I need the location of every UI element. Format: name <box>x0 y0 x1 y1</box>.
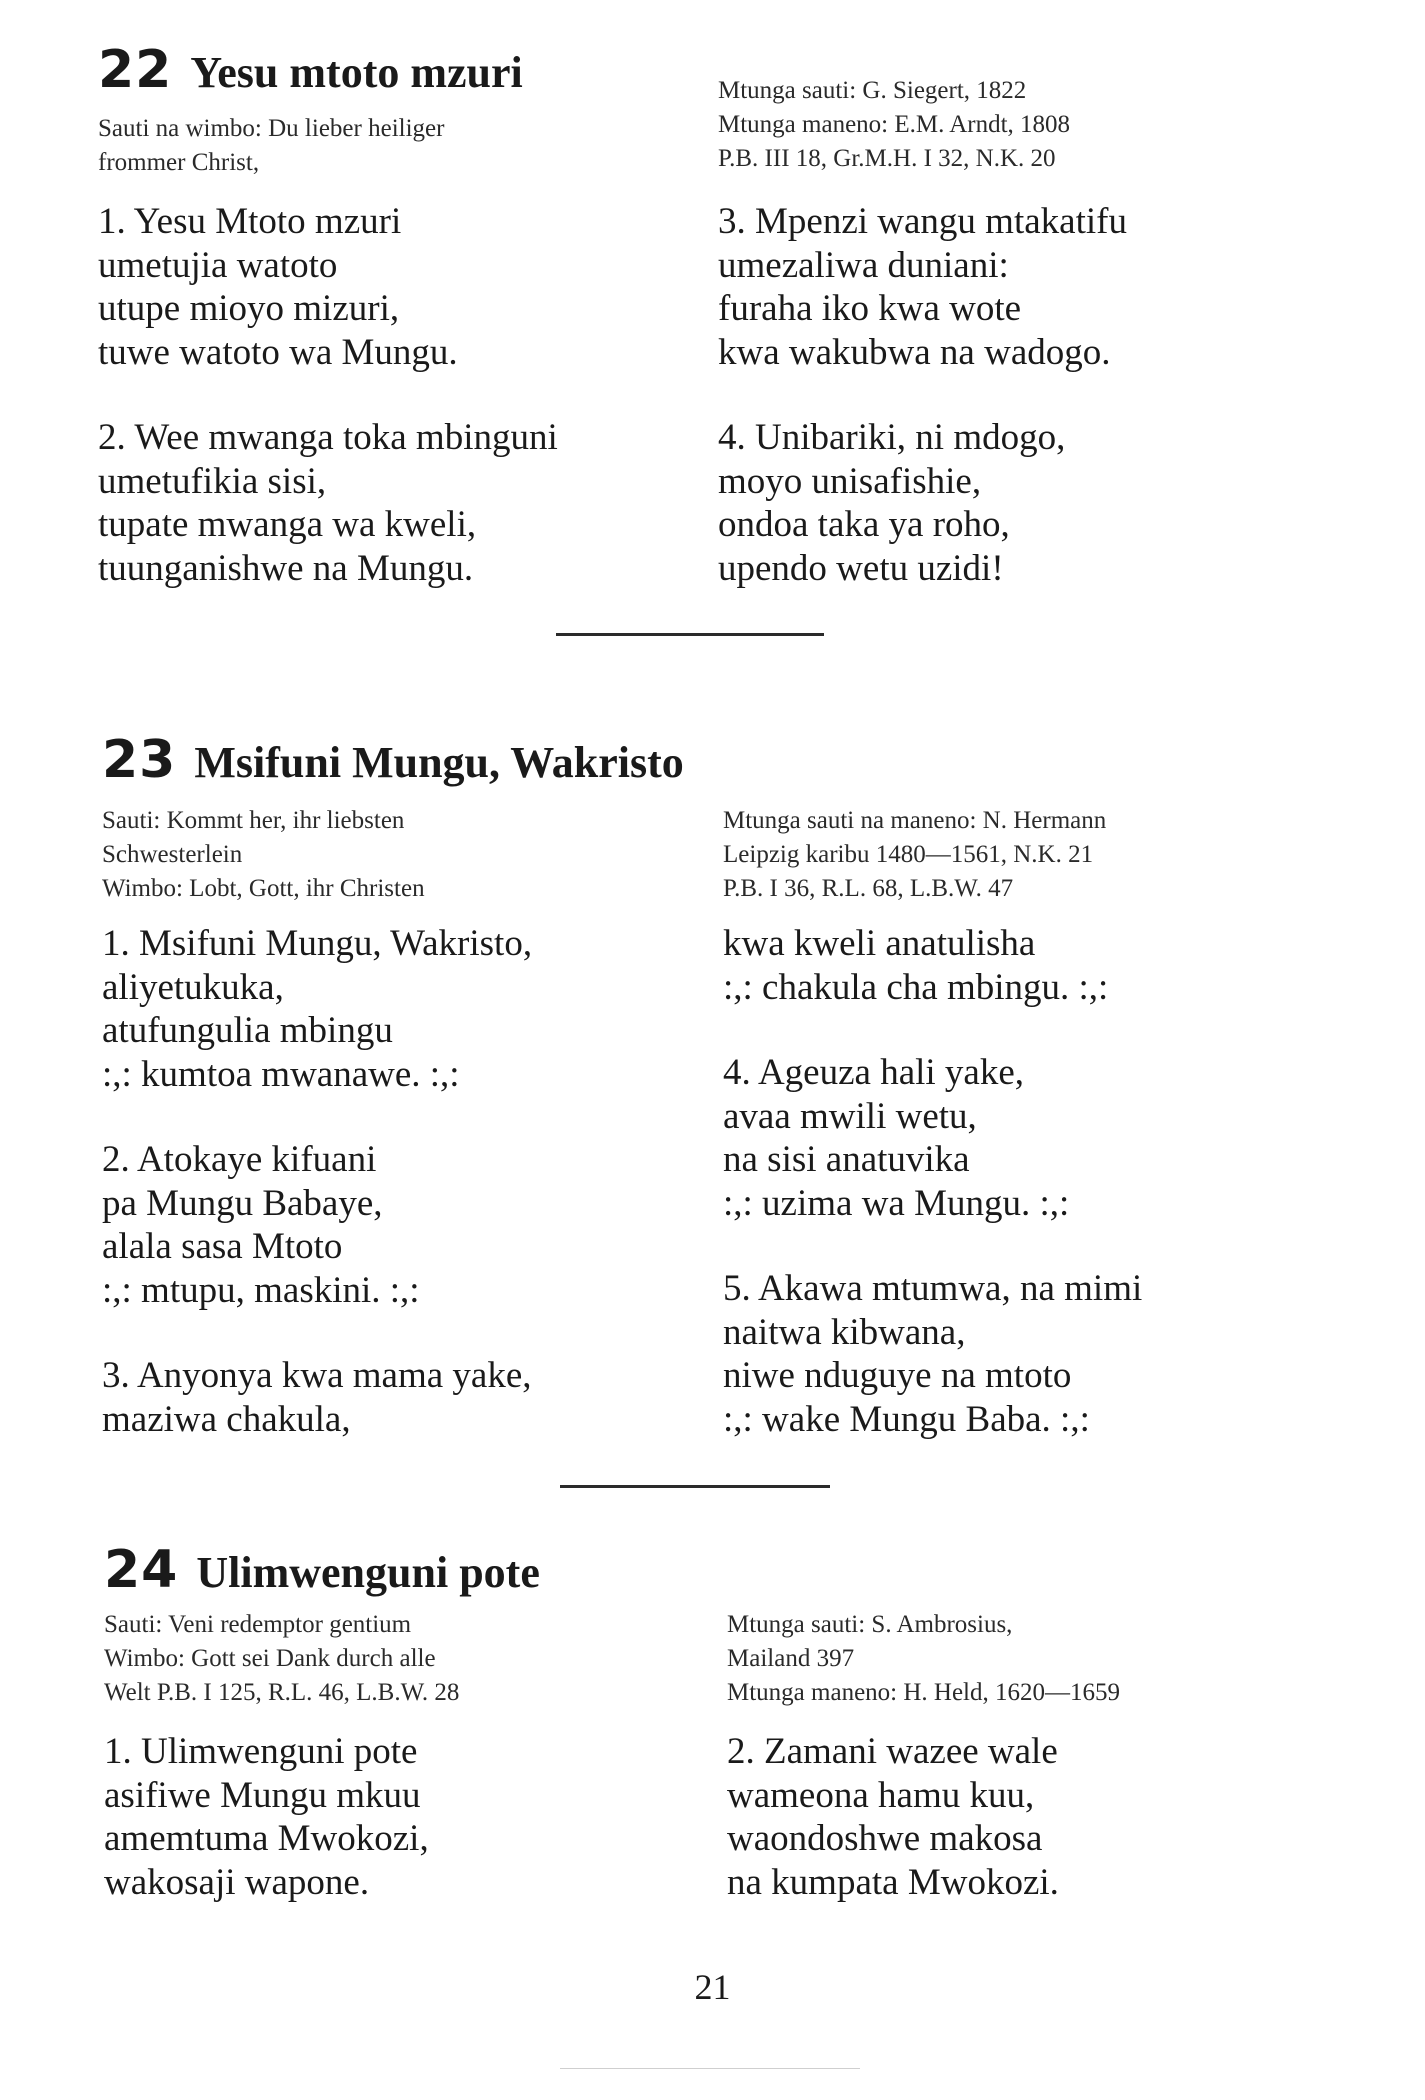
meta-line: frommer Christ, <box>98 149 260 176</box>
meta-line: Sauti: Kommt her, ihr liebsten <box>102 807 405 834</box>
hymn-24-left-verses <box>104 1730 429 1904</box>
section-divider <box>560 1485 830 1488</box>
verse <box>723 1267 1142 1441</box>
verse <box>718 200 1127 374</box>
verse-line: :,: wake Mungu Baba. :,: <box>723 1398 1090 1440</box>
verse-line: tupate mwanga wa kweli, <box>98 504 477 545</box>
hymn-22-meta-left <box>98 112 444 180</box>
verse-line: atufungulia mbingu <box>102 1010 393 1051</box>
verse-line: avaa mwili wetu, <box>723 1095 977 1137</box>
hymn-title-22 <box>98 40 523 100</box>
meta-line: Mtunga maneno: E.M. Arndt, 1808 <box>718 111 1071 138</box>
verse-line: na kumpata Mwokozi. <box>727 1861 1059 1903</box>
verse-line: umetufikia sisi, <box>98 460 327 502</box>
verse-line: 3. Anyonya kwa mama yake, <box>102 1355 532 1396</box>
verse <box>727 1730 1059 1904</box>
hymn-24-meta-right <box>727 1608 1120 1710</box>
verse-line: :,: uzima wa Mungu. :,: <box>723 1182 1070 1224</box>
verse <box>102 1354 532 1441</box>
meta-line: Mtunga sauti na maneno: N. Hermann <box>723 807 1107 834</box>
meta-line: Schwesterlein <box>102 841 243 868</box>
verse-line: amemtuma Mwokozi, <box>104 1818 429 1859</box>
hymn-23-meta-left <box>102 804 425 906</box>
verse-line: ondoa taka ya roho, <box>718 504 1010 545</box>
hymn-22-right-verses <box>718 200 1127 590</box>
verse-line: tuwe watoto wa Mungu. <box>98 331 458 373</box>
verse-line: :,: kumtoa mwanawe. :,: <box>102 1053 460 1095</box>
verse-line: :,: chakula cha mbingu. :,: <box>723 966 1109 1008</box>
bottom-rule <box>560 2068 860 2069</box>
verse-line: upendo wetu uzidi! <box>718 547 1004 589</box>
verse-line: na sisi anatuvika <box>723 1139 970 1180</box>
meta-line: Sauti: Veni redemptor gentium <box>104 1611 412 1638</box>
verse-line: 2. Atokaye kifuani <box>102 1139 377 1180</box>
page-number: 21 <box>694 1967 731 2007</box>
verse-line: maziwa chakula, <box>102 1398 351 1440</box>
hymn-23-right-verses <box>723 922 1142 1441</box>
hymn-22-meta-right <box>718 74 1070 176</box>
verse-line: 3. Mpenzi wangu mtakatifu <box>718 201 1127 242</box>
verse-line: 1. Msifuni Mungu, Wakristo, <box>102 923 533 964</box>
verse-line: wakosaji wapone. <box>104 1861 370 1903</box>
verse-line: 5. Akawa mtumwa, na mimi <box>723 1268 1143 1309</box>
section-divider <box>556 633 824 636</box>
verse-line: naitwa kibwana, <box>723 1311 966 1353</box>
hymn-22-left-verses <box>98 200 558 590</box>
verse <box>723 1051 1142 1225</box>
hymn-23-left-verses <box>102 922 532 1441</box>
verse-line: 1. Ulimwenguni pote <box>104 1731 418 1772</box>
hymn-23-meta-right <box>723 804 1106 906</box>
meta-line: Sauti na wimbo: Du lieber heiliger <box>98 115 445 142</box>
verse-line: asifiwe Mungu mkuu <box>104 1774 421 1816</box>
verse-line: alala sasa Mtoto <box>102 1226 343 1267</box>
meta-line: P.B. I 36, R.L. 68, L.B.W. 47 <box>723 875 1014 902</box>
hymn-number: 24 <box>104 1540 179 1600</box>
verse-line: 2. Wee mwanga toka mbinguni <box>98 417 558 458</box>
verse-line: kwa kweli anatulisha <box>723 923 1036 964</box>
verse-line: 2. Zamani wazee wale <box>727 1731 1058 1772</box>
verse-line: niwe nduguye na mtoto <box>723 1355 1072 1396</box>
meta-line: Leipzig karibu 1480—1561, N.K. 21 <box>723 841 1094 868</box>
verse <box>718 416 1127 590</box>
meta-line: Mtunga maneno: H. Held, 1620—1659 <box>727 1679 1121 1706</box>
verse-line: utupe mioyo mizuri, <box>98 288 400 329</box>
meta-line: Mailand 397 <box>727 1645 855 1672</box>
verse-line: furaha iko kwa wote <box>718 288 1022 329</box>
meta-line: P.B. III 18, Gr.M.H. I 32, N.K. 20 <box>718 145 1056 172</box>
verse-line: moyo unisafishie, <box>718 460 982 502</box>
hymn-name: Msifuni Mungu, Wakristo <box>194 738 684 787</box>
hymn-number: 23 <box>102 730 177 790</box>
verse-line: :,: mtupu, maskini. :,: <box>102 1269 420 1311</box>
verse-line: wameona hamu kuu, <box>727 1774 1035 1816</box>
verse-line: tuunganishwe na Mungu. <box>98 547 474 589</box>
verse-line: 4. Unibariki, ni mdogo, <box>718 417 1066 458</box>
meta-line: Wimbo: Gott sei Dank durch alle <box>104 1645 436 1672</box>
verse-line: 4. Ageuza hali yake, <box>723 1052 1025 1093</box>
verse-line: aliyetukuka, <box>102 966 284 1008</box>
hymn-24-meta-left <box>104 1608 459 1710</box>
verse <box>98 200 558 374</box>
verse <box>723 922 1142 1009</box>
hymn-name: Ulimwenguni pote <box>196 1548 540 1597</box>
meta-line: Mtunga sauti: S. Ambrosius, <box>727 1611 1013 1638</box>
verse <box>104 1730 429 1904</box>
hymn-name: Yesu mtoto mzuri <box>190 48 523 97</box>
meta-line: Wimbo: Lobt, Gott, ihr Christen <box>102 875 425 902</box>
meta-line: Mtunga sauti: G. Siegert, 1822 <box>718 77 1027 104</box>
verse <box>98 416 558 590</box>
meta-line: Welt P.B. I 125, R.L. 46, L.B.W. 28 <box>104 1679 460 1706</box>
verse <box>102 922 532 1096</box>
verse-line: pa Mungu Babaye, <box>102 1182 383 1224</box>
verse-line: umezaliwa duniani: <box>718 244 1009 286</box>
verse-line: 1. Yesu Mtoto mzuri <box>98 201 402 242</box>
verse <box>102 1138 532 1312</box>
hymn-24-right-verses <box>727 1730 1059 1904</box>
hymn-title-24 <box>104 1540 540 1600</box>
hymn-title-23 <box>102 730 684 790</box>
verse-line: umetujia watoto <box>98 244 338 286</box>
hymn-number: 22 <box>98 40 173 100</box>
verse-line: waondoshwe makosa <box>727 1818 1043 1859</box>
verse-line: kwa wakubwa na wadogo. <box>718 331 1111 373</box>
